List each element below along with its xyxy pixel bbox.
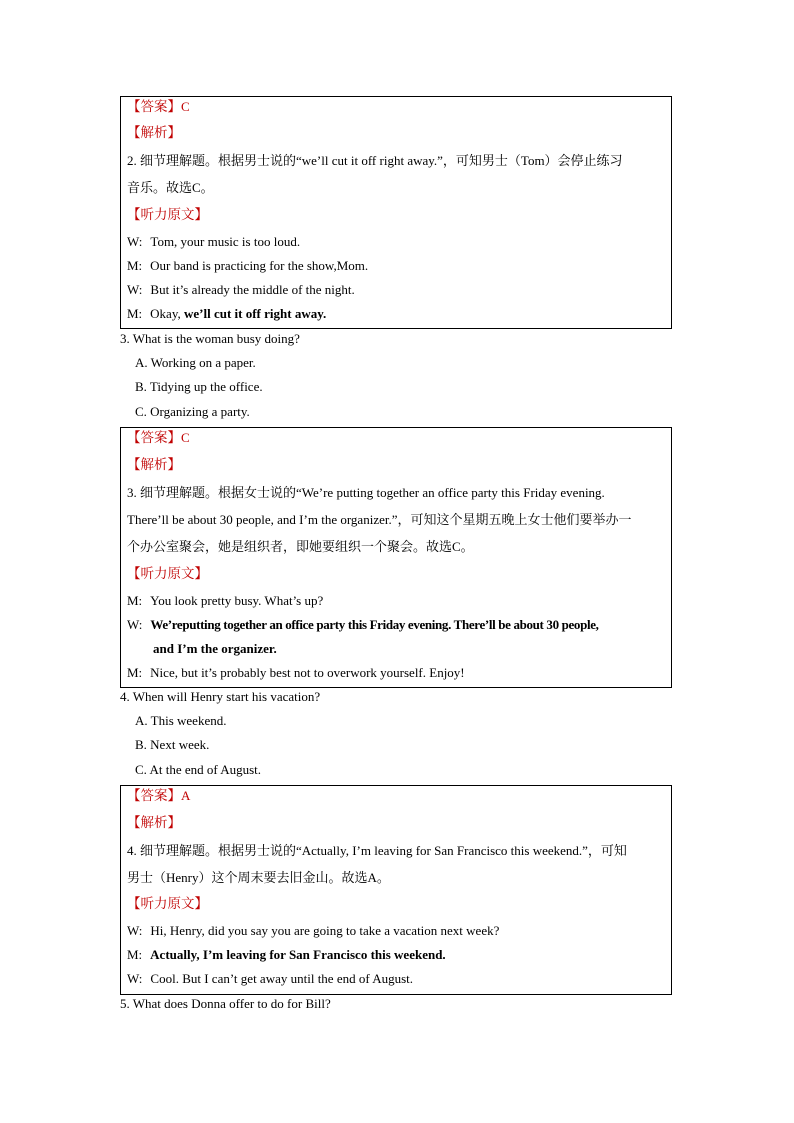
- speaker: W:: [127, 923, 143, 938]
- speaker: M:: [127, 593, 143, 608]
- answer-label: 【答案】: [127, 430, 181, 445]
- dialog-line: [127, 665, 667, 681]
- dialog-text: Tom, your music is too loud.: [150, 234, 301, 249]
- answer-box-q3: [120, 427, 672, 688]
- dialog-line: [127, 593, 667, 609]
- dialog-text: Nice, but it’s probably best not to overwork yourself. Enjoy!: [150, 665, 465, 680]
- answer-box-q2: [120, 96, 672, 329]
- option-c: C. Organizing a party.: [135, 404, 250, 419]
- dialog-key-sentence: We’reputting together an office party this Friday evening. There’ll be about 30 people,: [150, 617, 599, 632]
- answer-label: 【答案】: [127, 788, 181, 803]
- answer-label: 【答案】: [127, 99, 181, 114]
- dialog-line: [127, 258, 667, 274]
- transcript-label: 【听力原文】: [127, 896, 208, 911]
- dialog-line: [127, 971, 667, 987]
- option-a: A. This weekend.: [135, 713, 227, 728]
- dialog-line: [127, 306, 667, 322]
- question-3: 3. What is the woman busy doing?: [120, 331, 300, 346]
- option-b: B. Next week.: [135, 737, 210, 752]
- analysis-label: 【解析】: [127, 125, 181, 140]
- answer-line: [127, 99, 667, 115]
- speaker: W:: [127, 282, 143, 297]
- analysis-text: 音乐。故选C。: [127, 180, 214, 195]
- dialog-text: But it’s already the middle of the night.: [150, 282, 355, 297]
- dialog-key-sentence: Actually, I’m leaving for San Francisco this weekend.: [150, 947, 446, 962]
- answer-value: A: [181, 788, 191, 803]
- speaker: M:: [127, 306, 143, 321]
- dialog-text: Okay,: [150, 306, 184, 321]
- dialog-text: You look pretty busy. What’s up?: [150, 593, 324, 608]
- dialog-line: [127, 923, 667, 939]
- dialog-text: Cool. But I can’t get away until the end of August.: [150, 971, 414, 986]
- speaker: M:: [127, 258, 143, 273]
- dialog-line: [127, 947, 667, 963]
- transcript-label: 【听力原文】: [127, 207, 208, 222]
- dialog-line: [127, 234, 667, 250]
- dialog-line: [127, 282, 667, 298]
- dialog-text: Hi, Henry, did you say you are going to take a vacation next week?: [150, 923, 500, 938]
- question-4: 4. When will Henry start his vacation?: [120, 689, 321, 704]
- dialog-line: [127, 641, 667, 657]
- option-c: C. At the end of August.: [135, 762, 262, 777]
- speaker: W:: [127, 234, 143, 249]
- speaker: W:: [127, 617, 143, 632]
- answer-line: [127, 788, 667, 804]
- option-a: A. Working on a paper.: [135, 355, 256, 370]
- answer-box-q4: [120, 785, 672, 995]
- answer-value: C: [181, 430, 190, 445]
- option-b: B. Tidying up the office.: [135, 379, 263, 394]
- dialog-text: Our band is practicing for the show,Mom.: [150, 258, 369, 273]
- analysis-label: 【解析】: [127, 457, 181, 472]
- analysis-text: 个办公室聚会，她是组织者，即她要组织一个聚会。故选C。: [127, 539, 474, 554]
- analysis-text: 3. 细节理解题。根据女士说的“We’re putting together an office party this Friday evening.: [127, 485, 605, 500]
- dialog-key-sentence: we’ll cut it off right away.: [184, 306, 327, 321]
- speaker: M:: [127, 947, 143, 962]
- analysis-text: 4. 细节理解题。根据男士说的“Actually, I’m leaving for San Francisco this weekend.”，可知: [127, 843, 627, 858]
- dialog-line: [127, 617, 667, 633]
- question-5: 5. What does Donna offer to do for Bill?: [120, 996, 331, 1011]
- analysis-label: 【解析】: [127, 815, 181, 830]
- answer-line: [127, 430, 667, 446]
- speaker: W:: [127, 971, 143, 986]
- analysis-text: There’ll be about 30 people, and I’m the organizer.”，可知这个星期五晚上女士他们要举办一: [127, 512, 632, 527]
- dialog-key-sentence: and I’m the organizer.: [153, 641, 277, 656]
- analysis-text: 男士（Henry）这个周末要去旧金山。故选A。: [127, 870, 390, 885]
- answer-value: C: [181, 99, 190, 114]
- speaker: M:: [127, 665, 143, 680]
- transcript-label: 【听力原文】: [127, 566, 208, 581]
- analysis-text: 2. 细节理解题。根据男士说的“we’ll cut it off right away.”，可知男士（Tom）会停止练习: [127, 153, 623, 168]
